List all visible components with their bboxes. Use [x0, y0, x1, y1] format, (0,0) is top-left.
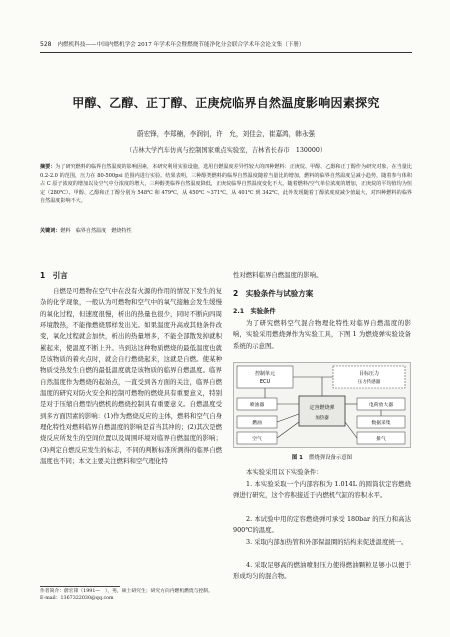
label-vent: 排气: [376, 437, 386, 442]
subsection-2-1-heading: 2.1 实验条件: [233, 308, 276, 315]
label-heater: 加热器: [315, 416, 329, 421]
section-2-1-paragraph: 为了研究燃料空气混合物理化特性对临界自燃温度的影响，实验采用燃烧弹作为实验工具，下图 1 为燃烧弹实验设备系统的示意图。: [233, 319, 411, 350]
figure-1-caption: [233, 453, 411, 461]
label-control: 控制单元: [254, 371, 276, 377]
footnote-email: E-mail：1367322030@qq.com: [40, 596, 114, 602]
condition-item-1: 1. 本实验采取一个内部容积为 1.014L 的圆筒状定容燃烧弹进行研究，这个容积接近于内燃机气缸的容积水平。: [233, 480, 411, 500]
abstract-text: 为了研究燃料的临界自然温度的影响因素，本研究利用实验设施，选用自燃温度差异性较大的四种燃料：正庚烷、甲醇、乙醇和正丁醇作为研究对象，在当量比 0.2-2.0 的范围，压力在 80-500psi 范围内进行实验。结果表明，三种醇类燃料的临界自然温度随着当量比的增加，燃料的临界自然温度呈减小趋势，随着参与体积占 C 原子浓度的增加以及空气中分浓度的增大，三种醇类临界自然温度降低，正庚烷临界自然温度变化不大。随着燃料/空气单位浓度的增加，正庚烷的平均值均为恒定（280℃）、甲醇、乙醇和正丁醇分别为 548℃ 和 479℃，从 450℃ ~371℃，从 401℃ 到 342℃，此外发现随着丁醇浓度度减少值最大，对四种燃料的临界自然温度影响不大。: [40, 164, 412, 205]
section-1-heading: 1 引言: [40, 271, 68, 280]
section-1-continuation: 性对燃料临界自燃温度的影响。: [233, 271, 323, 279]
label-pc: 数据采集: [371, 421, 391, 426]
conditions-intro: 本实验采用以下实验条件：: [246, 468, 323, 476]
label-ecu: ECU: [259, 379, 271, 385]
header-rule: [40, 52, 412, 53]
paper-title: 甲醇、乙醇、正丁醇、正庚烷临界自然温度影响因素探究: [72, 96, 380, 110]
condition-item-2: 2. 本试验中用的定容燃烧弹可承受 180bar 的压力和高达 900℃的温度。: [233, 515, 411, 535]
figure-caption-text: 燃烧弹设备示意图: [308, 455, 353, 461]
abstract-label: 摘要：: [40, 164, 56, 170]
label-air: 空气: [252, 437, 262, 442]
condition-item-3: 3. 采取内部加热管和外部保温圈的结构来促进温度统一。: [246, 538, 408, 546]
running-title: 内燃机科技——中国内燃机学会 2017 年学术年会暨燃烧节能净化分会联合学术年会论文集（下册）: [57, 42, 305, 48]
label-fuel: 燃油: [252, 421, 262, 426]
footnote-rule: [40, 586, 120, 587]
figure-1: [233, 362, 411, 448]
label-injector: 喷油器: [249, 403, 265, 408]
label-pressure: 压力传感器: [357, 380, 381, 385]
page-number: 528: [40, 40, 52, 48]
keywords-label: 关键词：: [40, 228, 61, 234]
abstract: [40, 163, 412, 206]
running-header: [40, 38, 412, 50]
label-amp: 电荷放大器: [369, 403, 393, 408]
label-bomb: 定容燃烧弹: [309, 405, 335, 411]
footnote: [40, 588, 220, 603]
section-2-heading: 2 实验条件与试验方案: [233, 289, 314, 298]
affiliation: （吉林大学汽车仿真与控制国家重点实验室，吉林省长春市 130000）: [125, 147, 327, 154]
label-target: 目标压力: [358, 371, 380, 377]
keywords-text: 燃料 临界自然温度 燃烧特性: [60, 228, 132, 234]
footnote-bio: 作者简介：蔚宏锋（1991— ），男，硕士研究生；研究方向内燃机燃烧与控制。: [40, 589, 213, 594]
figure-caption-number: 图 1: [291, 455, 303, 461]
author-list: 蔚宏锋，李郑楠，李润钊，许 允，刘佳会，崔嘉鸿，韩永强: [136, 130, 316, 138]
section-1-paragraph: 自燃是可燃物在空气中在没有火源的作用的情况下发生的复杂的化学现象，一般认为可燃物和空气中的氧气接触会发生缓慢的氧化过程，但速度很慢，析出的热量也很少，同时不断向四周环境散热，不能像燃烧那样发出光。如果温度升高或其他条件改变，氧化过程就会加快，析出的热量增多，不能全部散发掉就积累起来，使温度不断上升。当到达这种物质燃烧的最低温度也就是该物质的着火点时，就会自行燃烧起来，这就是自燃。使某种物质受热发生自燃的最低温度就是该物质的临界自燃温度。临界自然温度作为燃烧的起始点，一直受到各方面的关注，临界自燃温度的研究对防火安全和控制可燃物的燃烧具有重要意义，特别是对于压缩自燃型内燃机的燃烧控制具有重要意义。自燃温度受到多方面因素的影响：(1)作为燃烧反应的主体，燃料和空气自身理化特性对燃料临界自燃温度的影响是首当其冲的；(2)其次是燃烧反应所发生的空间位置以及周围环境对临界自燃温度的影响；(3)判定自燃反应发生的标志，不同的判断标准所测得的临界自燃温度也不同；本文主要关注燃料和空气理化特: [40, 287, 222, 466]
condition-item-4: 4. 采取足够高的燃油喷射压力使得燃油颗粒足够小以便于形成均匀的混合物。: [233, 561, 411, 581]
keywords: [40, 227, 412, 234]
combustion-bomb-schematic: [233, 362, 411, 448]
